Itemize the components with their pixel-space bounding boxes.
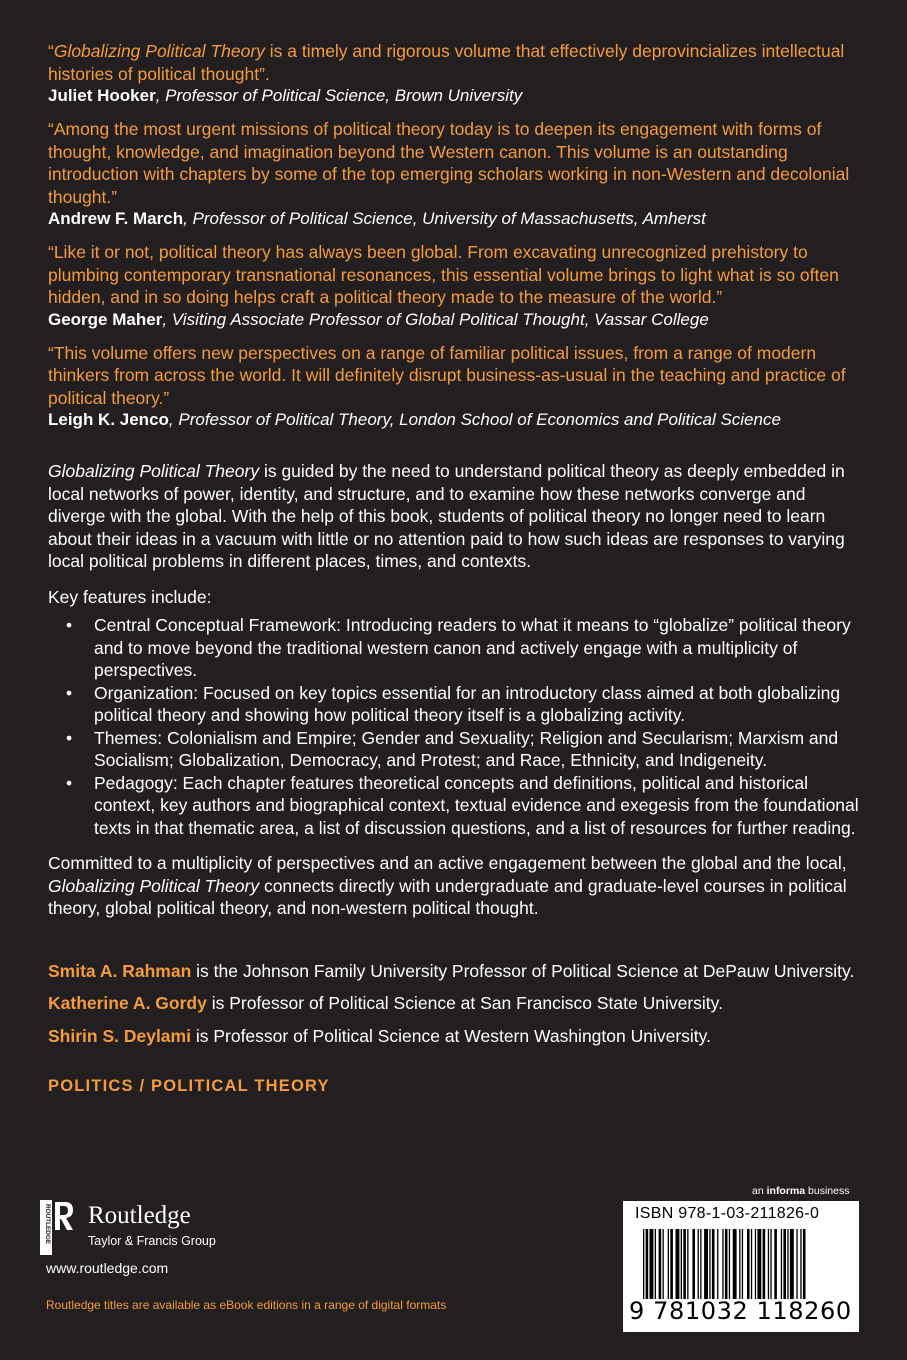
barcode-bar: [768, 1229, 769, 1299]
list-item: • Themes: Colonialism and Empire; Gender and Sexuality; Religion and Secularism; Marxism and Socialism; Globalization, Democracy, and Protest; and Race, Ethnicity, and Indigeneity.: [94, 727, 860, 772]
barcode-bar: [803, 1229, 806, 1299]
barcode-bar: [681, 1229, 682, 1299]
barcode: [623, 1201, 859, 1332]
subject-category: POLITICS / POLITICAL THEORY: [48, 1077, 330, 1095]
barcode-bar: [787, 1229, 788, 1299]
barcode-bar: [709, 1229, 710, 1299]
endorsement-3: [48, 241, 860, 331]
author-bio: Smita A. Rahman is the Johnson Family University Professor of Political Science at DePauw University.: [48, 960, 855, 981]
logo-mark-text: ROUTLEDGE: [44, 1204, 51, 1245]
barcode-bar: [796, 1229, 797, 1299]
publisher-logo: [40, 1200, 240, 1260]
barcode-bar: [663, 1229, 664, 1299]
publisher-group: Taylor & Francis Group: [88, 1234, 216, 1248]
barcode-bar: [683, 1229, 686, 1299]
barcode-bar: [676, 1229, 680, 1299]
barcode-bar: [692, 1229, 695, 1299]
author-bio: Shirin S. Deylami is Professor of Political Science at Western Washington University.: [48, 1025, 711, 1046]
endorser-role: , Visiting Associate Professor of Global Political Thought, Vassar College: [162, 309, 709, 329]
routledge-logo-icon: [40, 1200, 74, 1255]
book-title: Globalizing Political Theory: [48, 461, 260, 481]
endorser-name: Leigh K. Jenco: [48, 410, 169, 429]
author-name: Katherine A. Gordy: [48, 993, 207, 1013]
endorsement-attribution: [48, 208, 860, 230]
endorser-role: , Professor of Political Science, University of Massachusetts, Amherst: [183, 209, 706, 228]
endorsement-2: [48, 118, 860, 230]
endorser-role: , Professor of Political Science, Brown University: [155, 86, 523, 105]
barcode-bar: [687, 1229, 688, 1299]
endorser-name: Juliet Hooker: [48, 86, 156, 105]
barcode-bar: [698, 1229, 699, 1299]
cover-footer: [0, 1180, 907, 1360]
barcode-bar: [646, 1229, 649, 1299]
barcode-bar: [725, 1229, 728, 1299]
endorsement-attribution: [48, 309, 860, 331]
endorsement-1: [48, 40, 860, 107]
barcode-bar: [781, 1229, 782, 1299]
barcode-bar: [722, 1229, 723, 1299]
barcode-bar: [668, 1229, 669, 1299]
key-features-heading: Key features include:: [48, 586, 212, 607]
key-features-list: [48, 614, 860, 839]
barcode-bar: [751, 1229, 752, 1299]
endorsement-attribution: [48, 409, 860, 431]
book-title: Globalizing Political Theory: [48, 875, 260, 896]
barcode-bar: [770, 1229, 771, 1299]
list-item: • Organization: Focused on key topics essential for an introductory class aimed at both globalizing political theory and showing how political theory itself is a globalizing activity.: [94, 682, 860, 727]
list-item: • Central Conceptual Framework: Introducing readers to what it means to “globalize” political theory and to move beyond the traditional western canon and actively engage with a multiplicity of perspectives.: [94, 614, 860, 682]
barcode-bars: [643, 1229, 849, 1299]
barcode-bar: [655, 1229, 656, 1299]
barcode-bar: [700, 1229, 701, 1299]
barcode-bar: [643, 1229, 644, 1299]
barcode-bar: [774, 1229, 777, 1299]
endorsement-quote: “Among the most urgent missions of political theory today is to deepen its engagement with forms of thought, knowledge, and imagination beyond the Western canon. This volume is an outstanding introduction with chapters by some of the top emerging scholars working in non-Western and decolonial thought.”: [48, 119, 850, 207]
endorser-name: George Maher: [48, 309, 163, 329]
list-item: • Pedagogy: Each chapter features theoretical concepts and definitions, political and historical context, key authors and biographical context, textual evidence and exegesis from the foundational texts in that thematic area, a list of discussion questions, and a list of resources for further reading.: [94, 772, 860, 840]
endorsement-quote: “This volume offers new perspectives on a range of familiar political issues, from a range of modern thinkers from across the world. It will definitely disrupt business-as-usual in the teaching and practice of political theory.”: [48, 342, 846, 408]
barcode-bar: [783, 1229, 786, 1299]
barcode-bar: [763, 1229, 766, 1299]
author-bio: Katherine A. Gordy is Professor of Political Science at San Francisco State University.: [48, 993, 723, 1013]
description-intro: Globalizing Political Theory is guided by the need to understand political theory as deeply embedded in local networks of power, identity, and structure, and to examine how these networks converge and diverge with the global. With the help of this book, students of political theory no longer need to learn about their ideas in a vacuum with little or no attention paid to how such ideas are responses to varying local political problems in different places, times, and contexts.: [48, 461, 845, 571]
endorser-role: , Professor of Political Theory, London School of Economics and Political Science: [168, 410, 781, 429]
barcode-bar: [733, 1229, 737, 1299]
endorsement-quote: “Globalizing Political Theory is a timely and rigorous volume that effectively deprovincializes intellectual histories of political thought”.: [48, 41, 845, 84]
author-name: Smita A. Rahman: [48, 960, 192, 981]
author-bios: [48, 960, 860, 1048]
endorsement-quote: “Like it or not, political theory has always been global. From excavating unrecognized prehistory to plumbing contemporary transnational resonances, this essential volume brings to light what is so often hidden, and in so doing helps craft a political theory made to the measure of the world.”: [48, 242, 839, 307]
author-name: Shirin S. Deylami: [48, 1025, 191, 1046]
barcode-bar: [729, 1229, 730, 1299]
barcode-bar: [742, 1229, 743, 1299]
barcode-digits: 9 781032 118260: [629, 1297, 852, 1325]
barcode-bar: [717, 1229, 718, 1299]
isbn-label: ISBN 978-1-03-211826-0: [635, 1205, 820, 1222]
barcode-bar: [739, 1229, 740, 1299]
book-title: Globalizing Political Theory: [53, 41, 265, 61]
barcode-bar: [670, 1229, 673, 1299]
barcode-bar: [712, 1229, 715, 1299]
endorsement-4: [48, 342, 860, 432]
endorser-name: Andrew F. March: [48, 209, 184, 228]
barcode-bar: [755, 1229, 756, 1299]
barcode-bar: [704, 1229, 708, 1299]
publisher-name: Routledge: [88, 1202, 191, 1229]
barcode-bar: [650, 1229, 654, 1299]
barcode-bar: [790, 1229, 794, 1299]
barcode-bar: [747, 1229, 750, 1299]
barcode-bar: [800, 1229, 801, 1299]
endorsement-attribution: [48, 85, 860, 107]
informa-business: an informa business: [752, 1185, 850, 1197]
book-description: [48, 460, 860, 920]
ebook-note: Routledge titles are available as eBook editions in a range of digital formats: [46, 1298, 447, 1312]
barcode-bar: [659, 1229, 662, 1299]
barcode-bar: [757, 1229, 761, 1299]
description-closing: Committed to a multiplicity of perspectives and an active engagement between the global and the local, Globalizing Political Theory connects directly with undergraduate and graduate-level courses in political theory, global political theory, and non-western political thought.: [48, 853, 847, 918]
publisher-url[interactable]: www.routledge.com: [46, 1260, 169, 1276]
back-cover-content: [48, 40, 860, 1096]
